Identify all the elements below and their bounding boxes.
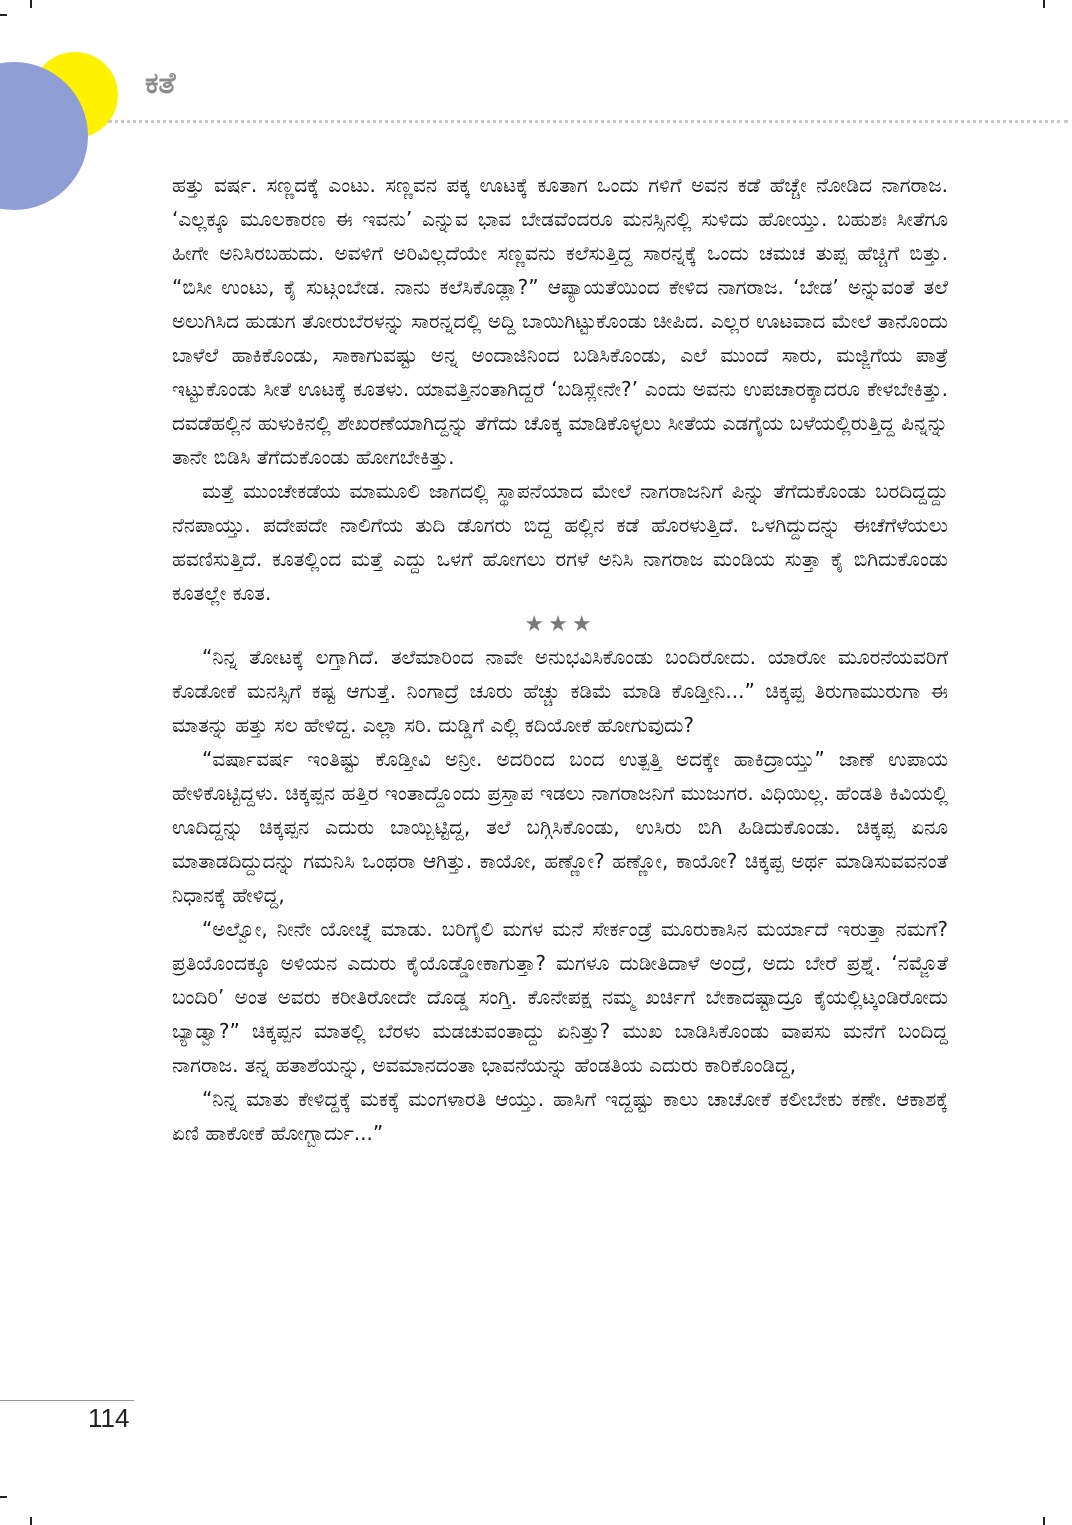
crop-mark-top-right [1043,0,1045,8]
crop-mark-bottom-right [1043,1517,1045,1525]
section-separator: ★★★ [524,612,596,637]
paragraph: “ಅಲ್ವೋ, ನೀನೇ ಯೋಚ್ನೆ ಮಾಡು. ಬರಿಗೈಲಿ ಮಗಳ ಮನೆ ಸೇರ್ಕಂಡ್ರೆ ಮೂರುಕಾಸಿನ ಮರ್ಯಾದೆ ಇರುತ್ತಾ ನಮಗೆ? ಪ್ರತಿಯೊಂದಕ್ಕೂ ಅಳಿಯನ ಎದುರು ಕೈಯೊಡ್ಡೋಕಾಗುತ್ತಾ? ಮಗಳೂ ದುಡೀತಿದಾಳೆ ಅಂದ್ರೆ, ಅದು ಬೇರೆ ಪ್ರಶ್ನೆ. ‘ನಮ್ಜೊತೆ ಬಂದಿರಿ’ ಅಂತ ಅವರು ಕರೀತಿರೋದೇ ದೊಡ್ಡ ಸಂಗ್ತಿ. ಕೊನೇಪಕ್ಷ ನಮ್ಮ ಖರ್ಚಿಗೆ ಬೇಕಾದಷ್ಟಾದ್ರೂ ಕೈಯಲ್ಲಿಟ್ಕಂಡಿರೋದು ಬ್ಯಾಡ್ವಾ?” ಚಿಕ್ಕಪ್ಪನ ಮಾತಲ್ಲಿ ಬೆರಳು ಮಡಚುವಂತಾದ್ದು ಏನಿತ್ತು? ಮುಖ ಬಾಡಿಸಿಕೊಂಡು ವಾಪಸು ಮನೆಗೆ ಬಂದಿದ್ದ ನಾಗರಾಜ. ತನ್ನ ಹತಾಶೆಯನ್ನು, ಅವಮಾನದಂತಾ ಭಾವನೆಯನ್ನು ಹೆಂಡತಿಯ ಎದುರು ಕಾರಿಕೊಂಡಿದ್ದ, [172,917,948,1077]
paragraph: ಮತ್ತೆ ಮುಂಚೇಕಡೆಯ ಮಾಮೂಲಿ ಜಾಗದಲ್ಲಿ ಸ್ಥಾಪನೆಯಾದ ಮೇಲೆ ನಾಗರಾಜನಿಗೆ ಪಿನ್ನು ತೆಗೆದುಕೊಂಡು ಬರದಿದ್ದದ್ದು ನೆನಪಾಯ್ತು. ಪದೇಪದೇ ನಾಲಿಗೆಯ ತುದಿ ಡೊಗರು ಬಿದ್ದ ಹಲ್ಲಿನ ಕಡೆ ಹೊರಳುತ್ತಿದೆ. ಒಳಗಿದ್ದುದನ್ನು ಈಚೆಗೆಳೆಯಲು ಹವಣಿಸುತ್ತಿದೆ. ಕೂತಲ್ಲಿಂದ ಮತ್ತೆ ಎದ್ದು ಒಳಗೆ ಹೋಗಲು ರಗಳೆ ಅನಿಸಿ ನಾಗರಾಜ ಮಂಡಿಯ ಸುತ್ತಾ ಕೈ ಬಿಗಿದುಕೊಂಡು ಕೂತಲ್ಲೇ ಕೂತ. [172,479,948,605]
crop-mark-top-center [30,0,32,8]
header-dotted-rule [108,120,1068,123]
crop-mark-bottom-center [30,1517,32,1525]
paragraph: ಹತ್ತು ವರ್ಷ. ಸಣ್ಣದಕ್ಕೆ ಎಂಟು. ಸಣ್ಣವನ ಪಕ್ಕ ಊಟಕ್ಕೆ ಕೂತಾಗ ಒಂದು ಗಳಿಗೆ ಅವನ ಕಡೆ ಹೆಚ್ಚೇ ನೋಡಿದ ನಾಗರಾಜ. ‘ಎಲ್ಲಕ್ಕೂ ಮೂಲಕಾರಣ ಈ ಇವನು’ ಎನ್ನುವ ಭಾವ ಬೇಡವೆಂದರೂ ಮನಸ್ಸಿನಲ್ಲಿ ಸುಳಿದು ಹೋಯ್ತು. ಬಹುಶಃ ಸೀತೆಗೂ ಹೀಗೇ ಅನಿಸಿರಬಹುದು. ಅವಳಿಗೆ ಅರಿವಿಲ್ಲದೆಯೇ ಸಣ್ಣವನು ಕಲೆಸುತ್ತಿದ್ದ ಸಾರನ್ನಕ್ಕೆ ಒಂದು ಚಮಚ ತುಪ್ಪ ಹೆಚ್ಚಿಗೆ ಬಿತ್ತು. “ಬಿಸೀ ಉಂಟು, ಕೈ ಸುಟ್ಗಂಬೇಡ. ನಾನು ಕಲೆಸಿಕೊಡ್ಲಾ?” ಆಪ್ಯಾಯತೆಯಿಂದ ಕೇಳಿದ ನಾಗರಾಜ. ‘ಬೇಡ’ ಅನ್ನುವಂತೆ ತಲೆ ಅಲುಗಿಸಿದ ಹುಡುಗ ತೋರುಬೆರಳನ್ನು ಸಾರನ್ನದಲ್ಲಿ ಅದ್ದಿ ಬಾಯಿಗಿಟ್ಟುಕೊಂಡು ಚೀಪಿದ. ಎಲ್ಲರ ಊಟವಾದ ಮೇಲೆ ತಾನೊಂದು ಬಾಳೆಲೆ ಹಾಕಿಕೊಂಡು, ಸಾಕಾಗುವಷ್ಟು ಅನ್ನ ಅಂದಾಜಿನಿಂದ ಬಡಿಸಿಕೊಂಡು, ಎಲೆ ಮುಂದೆ ಸಾರು, ಮಜ್ಜಿಗೆಯ ಪಾತ್ರೆ ಇಟ್ಟುಕೊಂಡು ಸೀತೆ ಊಟಕ್ಕೆ ಕೂತಳು. ಯಾವತ್ತಿನಂತಾಗಿದ್ದರೆ ‘ಬಡಿಸ್ಲೇನೇ?’ ಎಂದು ಅವನು ಉಪಚಾರಕ್ಕಾದರೂ ಕೇಳಬೇಕಿತ್ತು. ದವಡೆಹಲ್ಲಿನ ಹುಳುಕಿನಲ್ಲಿ ಶೇಖರಣೆಯಾಗಿದ್ದನ್ನು ತೆಗೆದು ಚೊಕ್ಕ ಮಾಡಿಕೊಳ್ಳಲು ಸೀತೆಯ ಎಡಗೈಯ ಬಳೆಯಲ್ಲಿರುತ್ತಿದ್ದ ಪಿನ್ನನ್ನು ತಾನೇ ಬಿಡಿಸಿ ತೆಗೆದುಕೊಂಡು ಹೋಗಬೇಕಿತ್ತು. [172,173,948,469]
paragraph: “ನಿನ್ನ ಮಾತು ಕೇಳಿದ್ದಕ್ಕೆ ಮಕಕ್ಕೆ ಮಂಗಳಾರತಿ ಆಯ್ತು. ಹಾಸಿಗೆ ಇದ್ದಷ್ಟು ಕಾಲು ಚಾಚೋಕೆ ಕಲೀಬೇಕು ಕಣೇ. ಆಕಾಶಕ್ಕೆ ಏಣಿ ಹಾಕೋಕೆ ಹೋಗ್ಬಾರ್ದು...” [172,1087,948,1145]
section-title: ಕತೆ [145,66,176,101]
paragraph: “ವರ್ಷಾವರ್ಷ ಇಂತಿಷ್ಟು ಕೊಡ್ತೀವಿ ಅನ್ರೀ. ಅದರಿಂದ ಬಂದ ಉತ್ಪತ್ತಿ ಅದಕ್ಕೇ ಹಾಕಿದ್ರಾಯ್ತು” ಜಾಣೆ ಉಪಾಯ ಹೇಳಿಕೊಟ್ಟಿದ್ದಳು. ಚಿಕ್ಕಪ್ಪನ ಹತ್ತಿರ ಇಂತಾದ್ದೊಂದು ಪ್ರಸ್ತಾಪ ಇಡಲು ನಾಗರಾಜನಿಗೆ ಮುಜುಗರ. ವಿಧಿಯಿಲ್ಲ. ಹೆಂಡತಿ ಕಿವಿಯಲ್ಲಿ ಊದಿದ್ದನ್ನು ಚಿಕ್ಕಪ್ಪನ ಎದುರು ಬಾಯ್ಬಿಟ್ಟಿದ್ದ, ತಲೆ ಬಗ್ಗಿಸಿಕೊಂಡು, ಉಸಿರು ಬಿಗಿ ಹಿಡಿದುಕೊಂಡು. ಚಿಕ್ಕಪ್ಪ ಏನೂ ಮಾತಾಡದಿದ್ದುದನ್ನು ಗಮನಿಸಿ ಒಂಥರಾ ಆಗಿತ್ತು. ಕಾಯೋ, ಹಣ್ಣೋ? ಹಣ್ಣೋ, ಕಾಯೋ? ಚಿಕ್ಕಪ್ಪ ಅರ್ಥ ಮಾಡಿಸುವವನಂತೆ ನಿಧಾನಕ್ಕೆ ಹೇಳಿದ್ದ, [172,747,948,907]
paragraph: “ನಿನ್ನ ತೋಟಕ್ಕೆ ಲಗ್ತಾಗಿದೆ. ತಲೆಮಾರಿಂದ ನಾವೇ ಅನುಭವಿಸಿಕೊಂಡು ಬಂದಿರೋದು. ಯಾರೋ ಮೂರನೆಯವರಿಗೆ ಕೊಡೋಕೆ ಮನಸ್ಸಿಗೆ ಕಷ್ಟ ಆಗುತ್ತೆ. ನಿಂಗಾದ್ರೆ ಚೂರು ಹೆಚ್ಚು ಕಡಿಮೆ ಮಾಡಿ ಕೊಡ್ತೀನಿ...” ಚಿಕ್ಕಪ್ಪ ತಿರುಗಾಮುರುಗಾ ಈ ಮಾತನ್ನು ಹತ್ತು ಸಲ ಹೇಳಿದ್ದ. ಎಲ್ಲಾ ಸರಿ. ದುಡ್ಡಿಗೆ ಎಲ್ಲಿ ಕದಿಯೋಕೆ ಹೋಗುವುದು? [172,645,948,737]
footer-rule [0,1400,134,1401]
story-body [172,168,948,1150]
page-number: 114 [88,1403,130,1433]
crop-mark-top-left [0,14,7,16]
crop-mark-bottom-left [0,1496,7,1498]
